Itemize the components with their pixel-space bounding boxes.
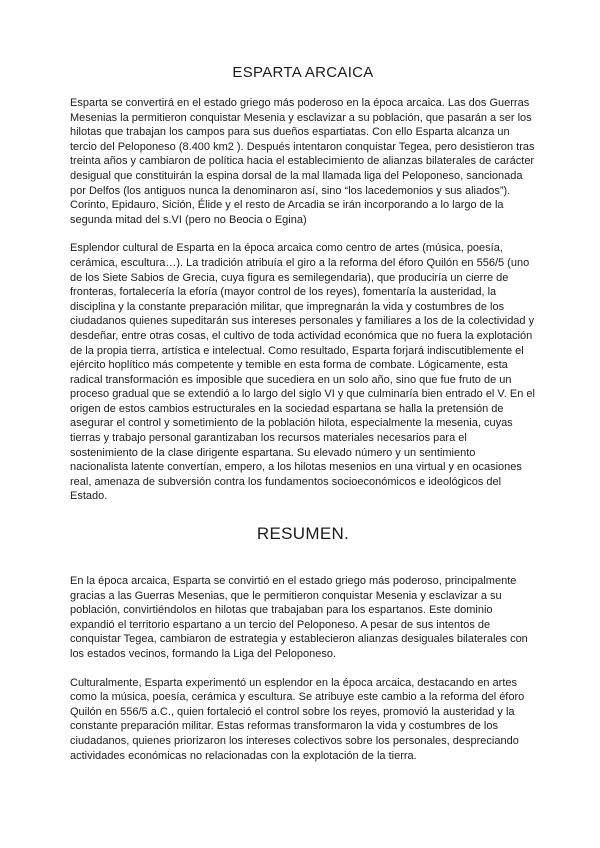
document-title: ESPARTA ARCAICA <box>232 64 374 81</box>
summary-paragraph-political: En la época arcaica, Esparta se convirtió en el estado griego más poderoso, principalmente gracias a las Guerras Mesenias, que le permitieron conquistar Mesenia y esclavizar a su población, convirtiéndolos en hilotas que trabajaban para los espartanos. Este dominio expandió el territorio espartano a un tercio del Peloponeso. A pesar de sus intentos de conquistar Tegea, cambiaron de estrategia y establecieron alianzas desiguales bilaterales con los estados vecinos, formando la Liga del Peloponeso. <box>70 575 528 660</box>
paragraph-intro: Esparta se convertirá en el estado griego más poderoso en la época arcaica. Las dos Guerras Mesenias la permitieron conquistar Mesenia y esclavizar a su población, que pasarán a ser los hilotas que trabajan los campos para sus dueños espartiatas. Con ello Esparta alcanza un tercio del Peloponeso (8.400 km2 ). Después intentaron conquistar Tegea, pero desistieron tras treinta años y cambiaron de política hacia el establecimiento de alianzas bilaterales de carácter desigual que constituirán la espina dorsal de la mal llamada liga del Peloponeso, sancionada por Delfos (los antiguos nunca la denominaron así, sino “los lacedemonios y sus aliados”). Corinto, Epidauro, Sición, Élide y el resto de Arcadia se irán incorporando a lo largo de la segunda mitad del s.VI (pero no Beocia o Egina) <box>70 97 535 226</box>
section-heading-resumen: RESUMEN. <box>256 524 350 544</box>
paragraph-cultural-splendor: Esplendor cultural de Esparta en la época arcaica como centro de artes (música, poesía, cerámica, escultura…). La tradición atribuía el giro a la reforma del éforo Quilón en 556/5 (uno de los Siete Sabios de Grecia, cuya figura es semilegendaria), que produciría un cierre de fronteras, fortalecería la eforía (mayor control de los reyes), fomentaría la austeridad, la disciplina y la constante preparación militar, que impregnarán la vida y costumbres de los ciudadanos quienes supeditarán sus intereses personales y familiares a los de la colectividad y desdeñar, entre otras cosas, el cultivo de toda actividad económica que no fuera la explotación de la propia tierra, artística e intelectual. Como resultado, Esparta forjará indiscutiblemente el ejército hoplítico más competente y temible en esta forma de combate. Lógicamente, esta radical transformación es imposible que sucediera en un solo año, sino que fue fruto de un proceso gradual que se extendió a lo largo del siglo VI y que culminaría bien entrado el V. En el origen de estos cambios estructurales en la sociedad espartana se halla la pretensión de asegurar el control y sometimiento de la población hilota, especialmente la mesenia, cuyas tierras y trabajo personal garantizaban los recursos materiales necesarios para el sostenimiento de la clase dirigente espartana. Su elevado número y un sentimiento nacionalista latente convertían, empero, a los hilotas mesenios en una virtual y en ocasiones real, amenaza de subversión contra los fundamentos socioeconómicos e ideológicos del Estado. <box>70 242 535 503</box>
summary-paragraph-cultural: Culturalmente, Esparta experimentó un esplendor en la época arcaica, destacando en artes como la música, poesía, cerámica y escultura. Se atribuye este cambio a la reforma del éforo Quilón en 556/5 a.C., quien fortaleció el control sobre los reyes, promovió la austeridad y la constante preparación militar. Estas reformas transformaron la vida y costumbres de los ciudadanos, quienes priorizaron los intereses colectivos sobre los personales, despreciando actividades económicas no relacionadas con la explotación de la tierra. <box>70 676 525 762</box>
